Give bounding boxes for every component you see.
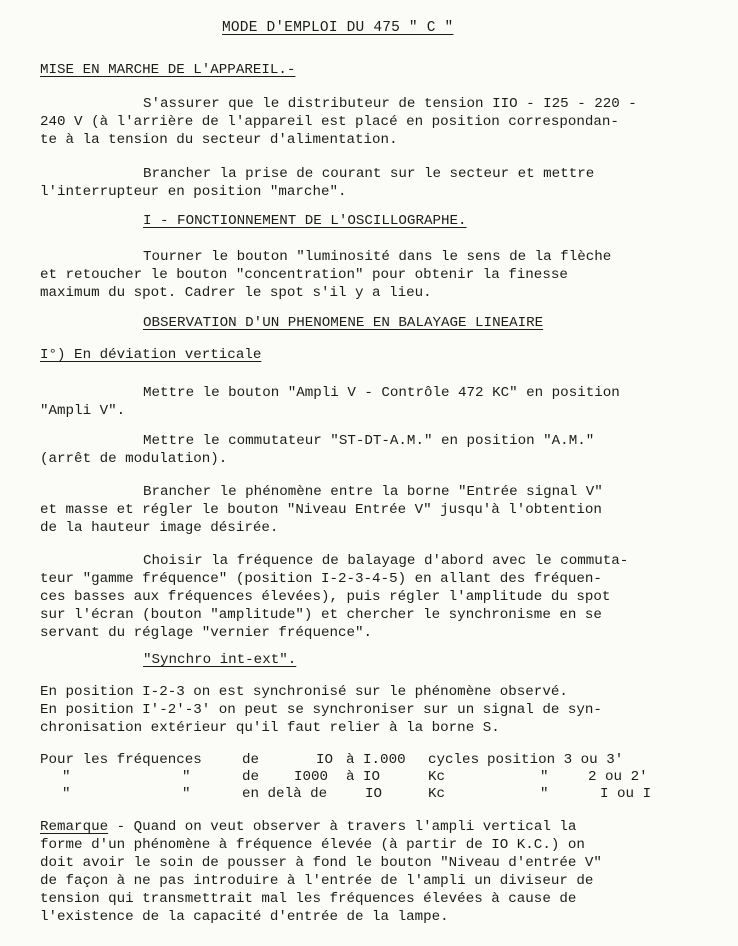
paragraph-line: de la hauteur image désirée. [40,520,279,536]
document-title: MODE D'EMPLOI DU 475 " C " [222,20,454,36]
paragraph-line: "Ampli V". [40,403,126,419]
paragraph-line: S'assurer que le distributeur de tension IIO - I25 - 220 - [143,96,637,112]
remark-line: de façon à ne pas introduire à l'entrée de l'ampli un diviseur de [40,873,594,889]
paragraph-line: (arrêt de modulation). [40,451,228,467]
remark-line: tension qui transmettrait mal les fréquences élevées à cause de [40,891,577,907]
table-cell: à IO [346,769,381,785]
remark-line: - Quand on veut observer à travers l'ampli vertical la [108,819,577,835]
table-cell: à I.000 [346,752,406,768]
paragraph-line: chronisation extérieur qu'il faut relier à la borne S. [40,720,500,736]
paragraph-line: Brancher la prise de courant sur le secteur et mettre [143,166,595,182]
paragraph-line: teur "gamme fréquence" (position I-2-3-4-5) en allant des fréquen- [40,571,602,587]
paragraph-line: l'interrupteur en position "marche". [40,184,347,200]
table-cell: " [62,769,71,785]
table-cell: Kc [428,769,446,785]
table-cell: " [62,786,71,802]
table-cell: " [540,769,549,785]
remark-label: Remarque [40,819,109,835]
paragraph-line: Mettre le bouton "Ampli V - Contrôle 472 KC" en position [143,385,620,401]
paragraph-line: sur l'écran (bouton "amplitude") et chercher le synchronisme en se [40,607,602,623]
heading-synchro: "Synchro int-ext". [143,652,297,668]
heading-fonctionnement: I - FONCTIONNEMENT DE L'OSCILLOGRAPHE. [143,213,467,229]
paragraph-line: 240 V (à l'arrière de l'appareil est placé en position correspondan- [40,114,619,130]
paragraph-line: ces basses aux fréquences élevées), puis régler l'amplitude du spot [40,589,611,605]
remark-line: l'existence de la capacité d'entrée de la lampe. [40,909,449,925]
paragraph-line: En position I'-2'-3' on peut se synchroniser sur un signal de syn- [40,702,602,718]
paragraph-line: En position I-2-3 on est synchronisé sur le phénomène observé. [40,684,568,700]
remark-line: doit avoir le soin de pousser à fond le bouton "Niveau d'entrée V" [40,855,602,871]
paragraph-line: Choisir la fréquence de balayage d'abord avec le commuta- [143,553,629,569]
table-cell: I ou I [600,786,652,802]
paragraph-line: Brancher le phénomène entre la borne "Entrée signal V" [143,484,603,500]
heading-observation: OBSERVATION D'UN PHENOMENE EN BALAYAGE LINEAIRE [143,315,544,331]
remark-first-line [40,819,576,836]
table-cell: " [182,786,191,802]
remark-line: forme d'un phénomène à fréquence élevée (à partir de IO K.C.) on [40,837,585,853]
paragraph-line: et masse et régler le bouton "Niveau Entrée V" jusqu'à l'obtention [40,502,602,518]
paragraph-line: Mettre le commutateur "ST-DT-A.M." en position "A.M." [143,433,595,449]
table-cell: Pour les fréquences [40,752,202,768]
paragraph-line: servant du réglage "vernier fréquence". [40,625,373,641]
table-cell: position 3 ou 3' [487,752,624,768]
heading-mise-en-marche: MISE EN MARCHE DE L'APPAREIL.- [40,62,296,78]
table-cell: en delà de [242,786,328,802]
table-cell: 2 ou 2' [588,769,648,785]
table-cell: I000 [294,769,329,785]
paragraph-line: et retoucher le bouton "concentration" pour obtenir la finesse [40,267,568,283]
table-cell: cycles [428,752,480,768]
subheading-deviation-verticale: I°) En déviation verticale [40,347,262,363]
table-cell: de [242,752,260,768]
table-cell: IO [316,752,334,768]
paragraph-line: maximum du spot. Cadrer le spot s'il y a lieu. [40,285,432,301]
table-cell: Kc [428,786,446,802]
table-cell: IO [365,786,383,802]
paragraph-line: te à la tension du secteur d'alimentation. [40,132,398,148]
paragraph-line: Tourner le bouton "luminosité dans le sens de la flèche [143,249,612,265]
table-cell: " [540,786,549,802]
table-cell: de [242,769,260,785]
table-cell: " [182,769,191,785]
